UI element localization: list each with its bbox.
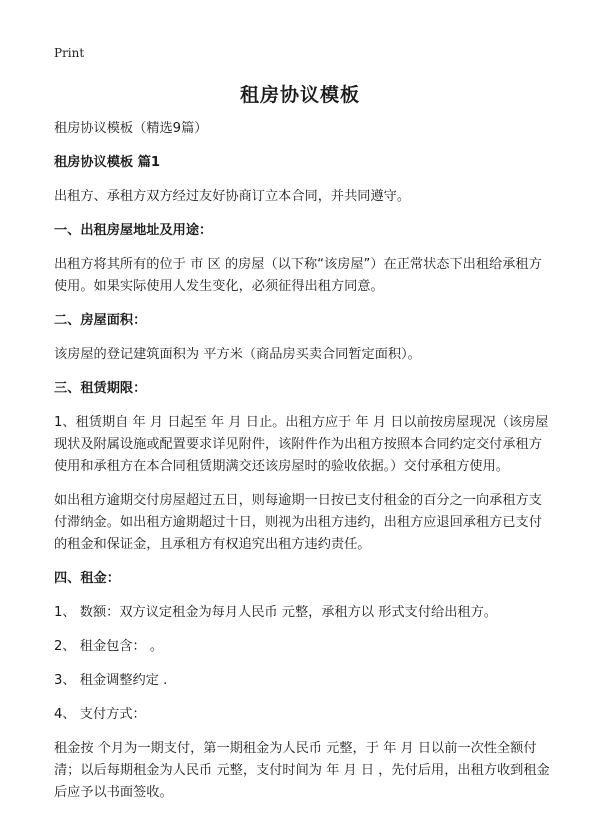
paragraph: 2、 租金包含： 。: [54, 639, 164, 654]
document-blocks: [54, 186, 554, 804]
paragraph: 1、租赁期自 年 月 日起至 年 月 日止。出租方应于 年 月 日以前按房屋现况（该房屋现状及附属设施或配置要求详见附件，该附件作为出租方按照本合同约定交付承租方使用和承租方在本合同租赁期满交还该房屋时的验收依据。）交付承租方使用。: [54, 415, 549, 474]
section-heading: 三、租赁期限：: [54, 381, 147, 396]
section-heading: 一、出租房屋地址及用途：: [54, 223, 213, 238]
section-title: 租房协议模板 篇1: [54, 155, 161, 170]
paragraph: 出租方、承租方双方经过友好协商订立本合同，并共同遵守。: [54, 189, 411, 204]
document-title: 租房协议模板: [239, 84, 360, 106]
section-heading: 四、租金：: [54, 571, 120, 586]
print-link[interactable]: Print: [54, 46, 85, 60]
paragraph: 1、 数额：双方议定租金为每月人民币 元整，承租方以 形式支付给出租方。: [54, 605, 497, 620]
paragraph: 该房屋的登记建筑面积为 平方米（商品房买卖合同暂定面积）。: [54, 347, 421, 362]
paragraph: 租金按 个月为一期支付，第一期租金为人民币 元整，于 年 月 日以前一次性全额付清；以后每期租金为人民币 元整，支付时间为 年 月 日 ，先付后用，出租方收到租金后应予以书面签收。: [54, 741, 550, 800]
paragraph: 4、 支付方式：: [54, 707, 146, 722]
paragraph: 出租方将其所有的位于 市 区 的房屋（以下称“该房屋”）在正常状态下出租给承租方 使用。如果实际使用人发生变化，必须征得出租方同意。: [54, 257, 542, 294]
paragraph: 3、 租金调整约定 .: [54, 673, 168, 688]
document-body: [54, 118, 554, 816]
document-subtitle: 租房协议模板（精选9篇）: [54, 121, 208, 136]
paragraph: 如出租方逾期交付房屋超过五日，则每逾期一日按已支付租金的百分之一向承租方支付滞纳金。如出租方逾期超过十日，则视为出租方违约，出租方应退回承租方已支付的租金和保证金，且承租方有权追究出租方违约责任。: [54, 493, 542, 552]
section-heading: 二、房屋面积：: [54, 313, 147, 328]
